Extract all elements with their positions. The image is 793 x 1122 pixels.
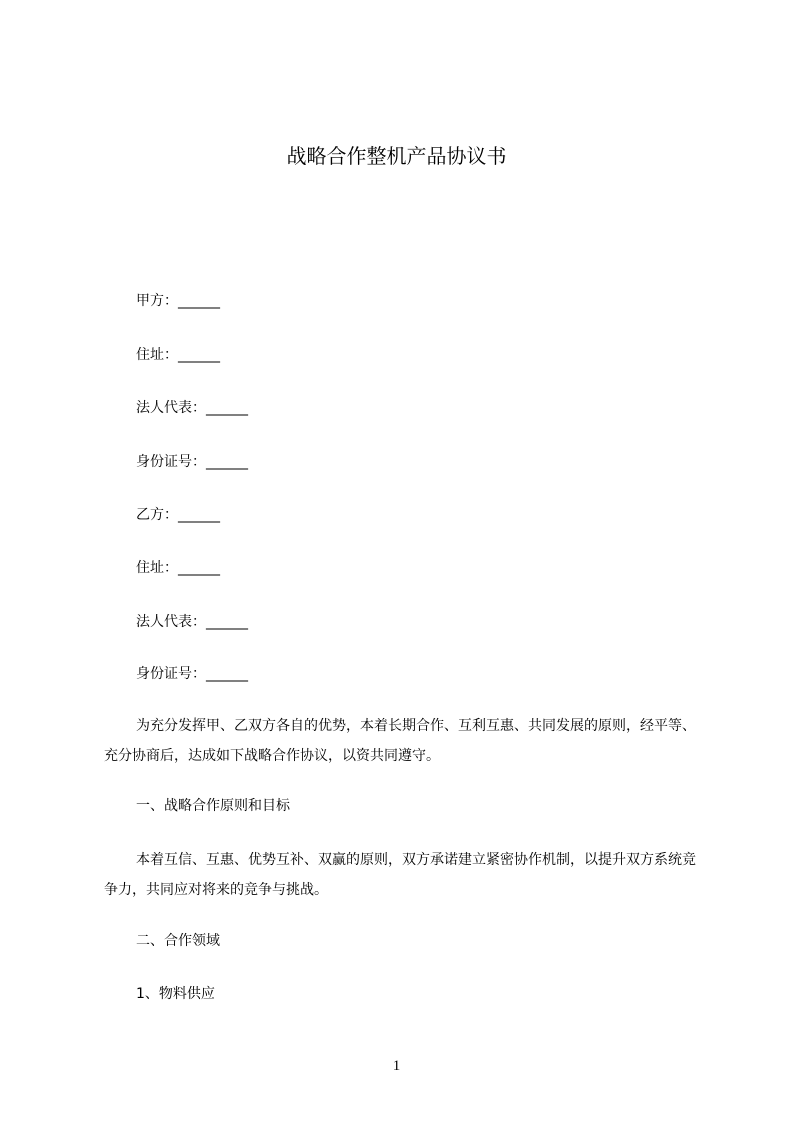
party-b-field	[136, 505, 220, 525]
fill-in-blank: ______	[206, 666, 248, 682]
fill-in-blank: ______	[178, 347, 220, 363]
field-label: 身份证号：	[136, 454, 206, 470]
fill-in-blank: ______	[206, 454, 248, 470]
field-label: 住址：	[136, 560, 178, 576]
section-1-heading: 一、战略合作原则和目标	[136, 798, 290, 814]
fill-in-blank: ______	[178, 560, 220, 576]
field-label: 甲方：	[136, 293, 178, 309]
field-label: 法人代表：	[136, 400, 206, 416]
section-1-paragraph: 本着互信、互惠、优势互补、双赢的原则，双方承诺建立紧密协作机制，以提升双方系统竞争力，共同应对将来的竞争与挑战。	[104, 852, 696, 898]
fill-in-blank: ______	[178, 293, 220, 309]
page-number: 1	[392, 1058, 401, 1074]
field-label: 乙方：	[136, 507, 178, 523]
intro-paragraph: 为充分发挥甲、乙双方各自的优势，本着长期合作、互利互惠、共同发展的原则，经平等、充分协商后，达成如下战略合作协议，以资共同遵守。	[104, 718, 696, 764]
party-a-field	[136, 291, 220, 311]
party-a-id-number-field	[136, 452, 248, 472]
field-label: 住址：	[136, 347, 178, 363]
section-2-heading: 二、合作领域	[136, 933, 220, 949]
fill-in-blank: ______	[206, 614, 248, 630]
field-label: 身份证号：	[136, 666, 206, 682]
party-b-id-number-field	[136, 664, 248, 684]
party-a-address-field	[136, 345, 220, 365]
party-b-legal-rep-field	[136, 612, 248, 632]
fill-in-blank: ______	[206, 400, 248, 416]
party-b-address-field	[136, 558, 220, 578]
document-title: 战略合作整机产品协议书	[286, 144, 507, 168]
item-1-heading: 1、物料供应	[136, 986, 215, 1002]
fill-in-blank: ______	[178, 507, 220, 523]
field-label: 法人代表：	[136, 614, 206, 630]
party-a-legal-rep-field	[136, 398, 248, 418]
